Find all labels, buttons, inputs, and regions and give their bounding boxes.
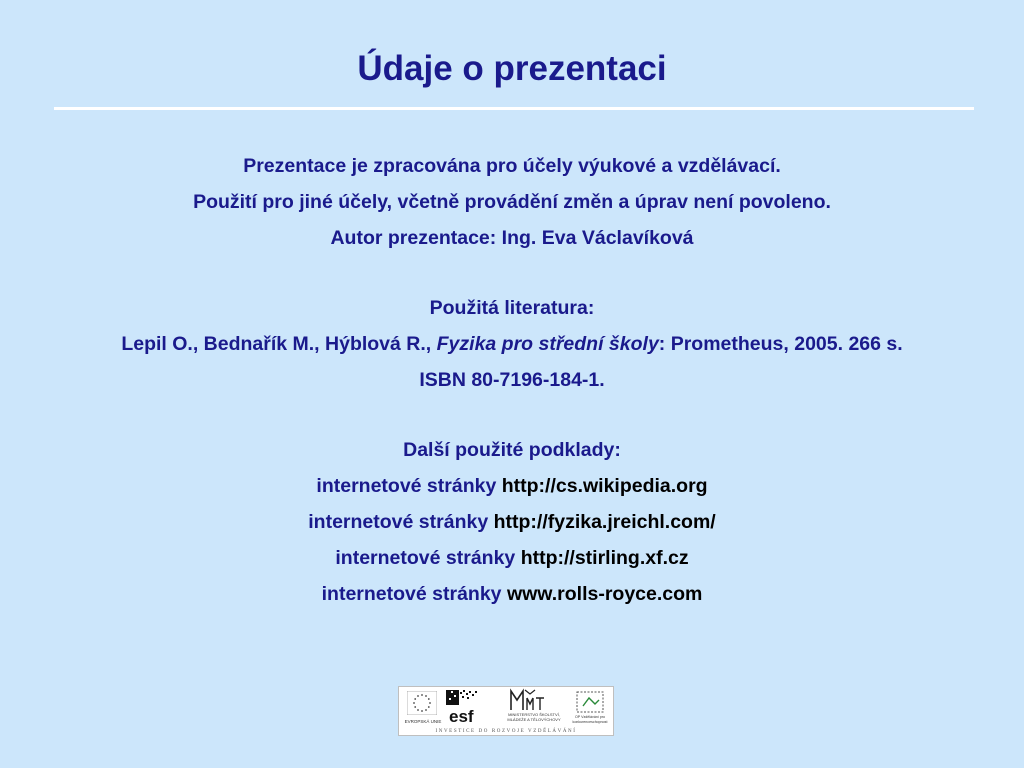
source-link-jreichl[interactable]: http://fyzika.jreichl.com/ — [493, 511, 716, 533]
literature-citation — [60, 332, 964, 356]
msmt-logo — [503, 688, 563, 728]
source-link-wikipedia[interactable]: http://cs.wikipedia.org — [501, 475, 708, 497]
source-item — [60, 582, 964, 606]
eu-stars-icon — [407, 691, 437, 715]
slide-title: Údaje o prezentaci — [357, 49, 667, 88]
citation-authors: Lepil O., Bednařík M., Hýblová R., — [121, 333, 437, 355]
sources-heading: Další použité podklady: — [403, 439, 621, 461]
literature-heading: Použitá literatura: — [429, 297, 595, 319]
op-vk-logo — [569, 689, 611, 727]
source-item — [60, 546, 964, 570]
msmt-mark-icon — [503, 688, 563, 712]
funding-logos-banner — [398, 686, 614, 736]
eu-flag-logo — [401, 689, 443, 727]
source-label: internetové stránky — [335, 547, 521, 569]
citation-book-title: Fyzika pro střední školy — [436, 333, 659, 355]
source-label: internetové stránky — [308, 511, 494, 533]
slide-content — [60, 154, 964, 618]
intro-line-author: Autor prezentace: Ing. Eva Václavíková — [330, 227, 694, 249]
title-divider — [54, 107, 974, 110]
source-link-rolls-royce[interactable]: www.rolls-royce.com — [506, 583, 703, 605]
source-item — [60, 474, 964, 498]
msmt-label: MINISTERSTVO ŠKOLSTVÍ, MLÁDEŽE A TĚLOVÝCHOVY — [507, 712, 561, 722]
intro-line-usage: Použití pro jiné účely, včetně provádění změn a úprav není povoleno. — [193, 191, 831, 213]
source-label: internetové stránky — [316, 475, 502, 497]
spacer — [60, 262, 964, 296]
esf-label: esf — [449, 707, 474, 725]
op-mark-icon — [569, 689, 611, 715]
source-link-stirling[interactable]: http://stirling.xf.cz — [520, 547, 689, 569]
eu-label: EVROPSKÁ UNIE — [404, 719, 442, 724]
source-item — [60, 510, 964, 534]
intro-line-purpose: Prezentace je zpracována pro účely výukové a vzdělávací. — [243, 155, 781, 177]
op-label: OP Vzdělávání pro konkurenceschopnost — [572, 715, 608, 724]
investment-strip-text: INVESTICE DO ROZVOJE VZDĚLÁVÁNÍ — [435, 729, 577, 734]
citation-publisher: : Prometheus, 2005. 266 s. — [658, 333, 903, 355]
esf-logo — [445, 689, 485, 725]
spacer — [60, 404, 964, 438]
esf-mark-icon — [445, 689, 485, 725]
literature-isbn: ISBN 80-7196-184-1. — [419, 369, 605, 391]
source-label: internetové stránky — [321, 583, 507, 605]
